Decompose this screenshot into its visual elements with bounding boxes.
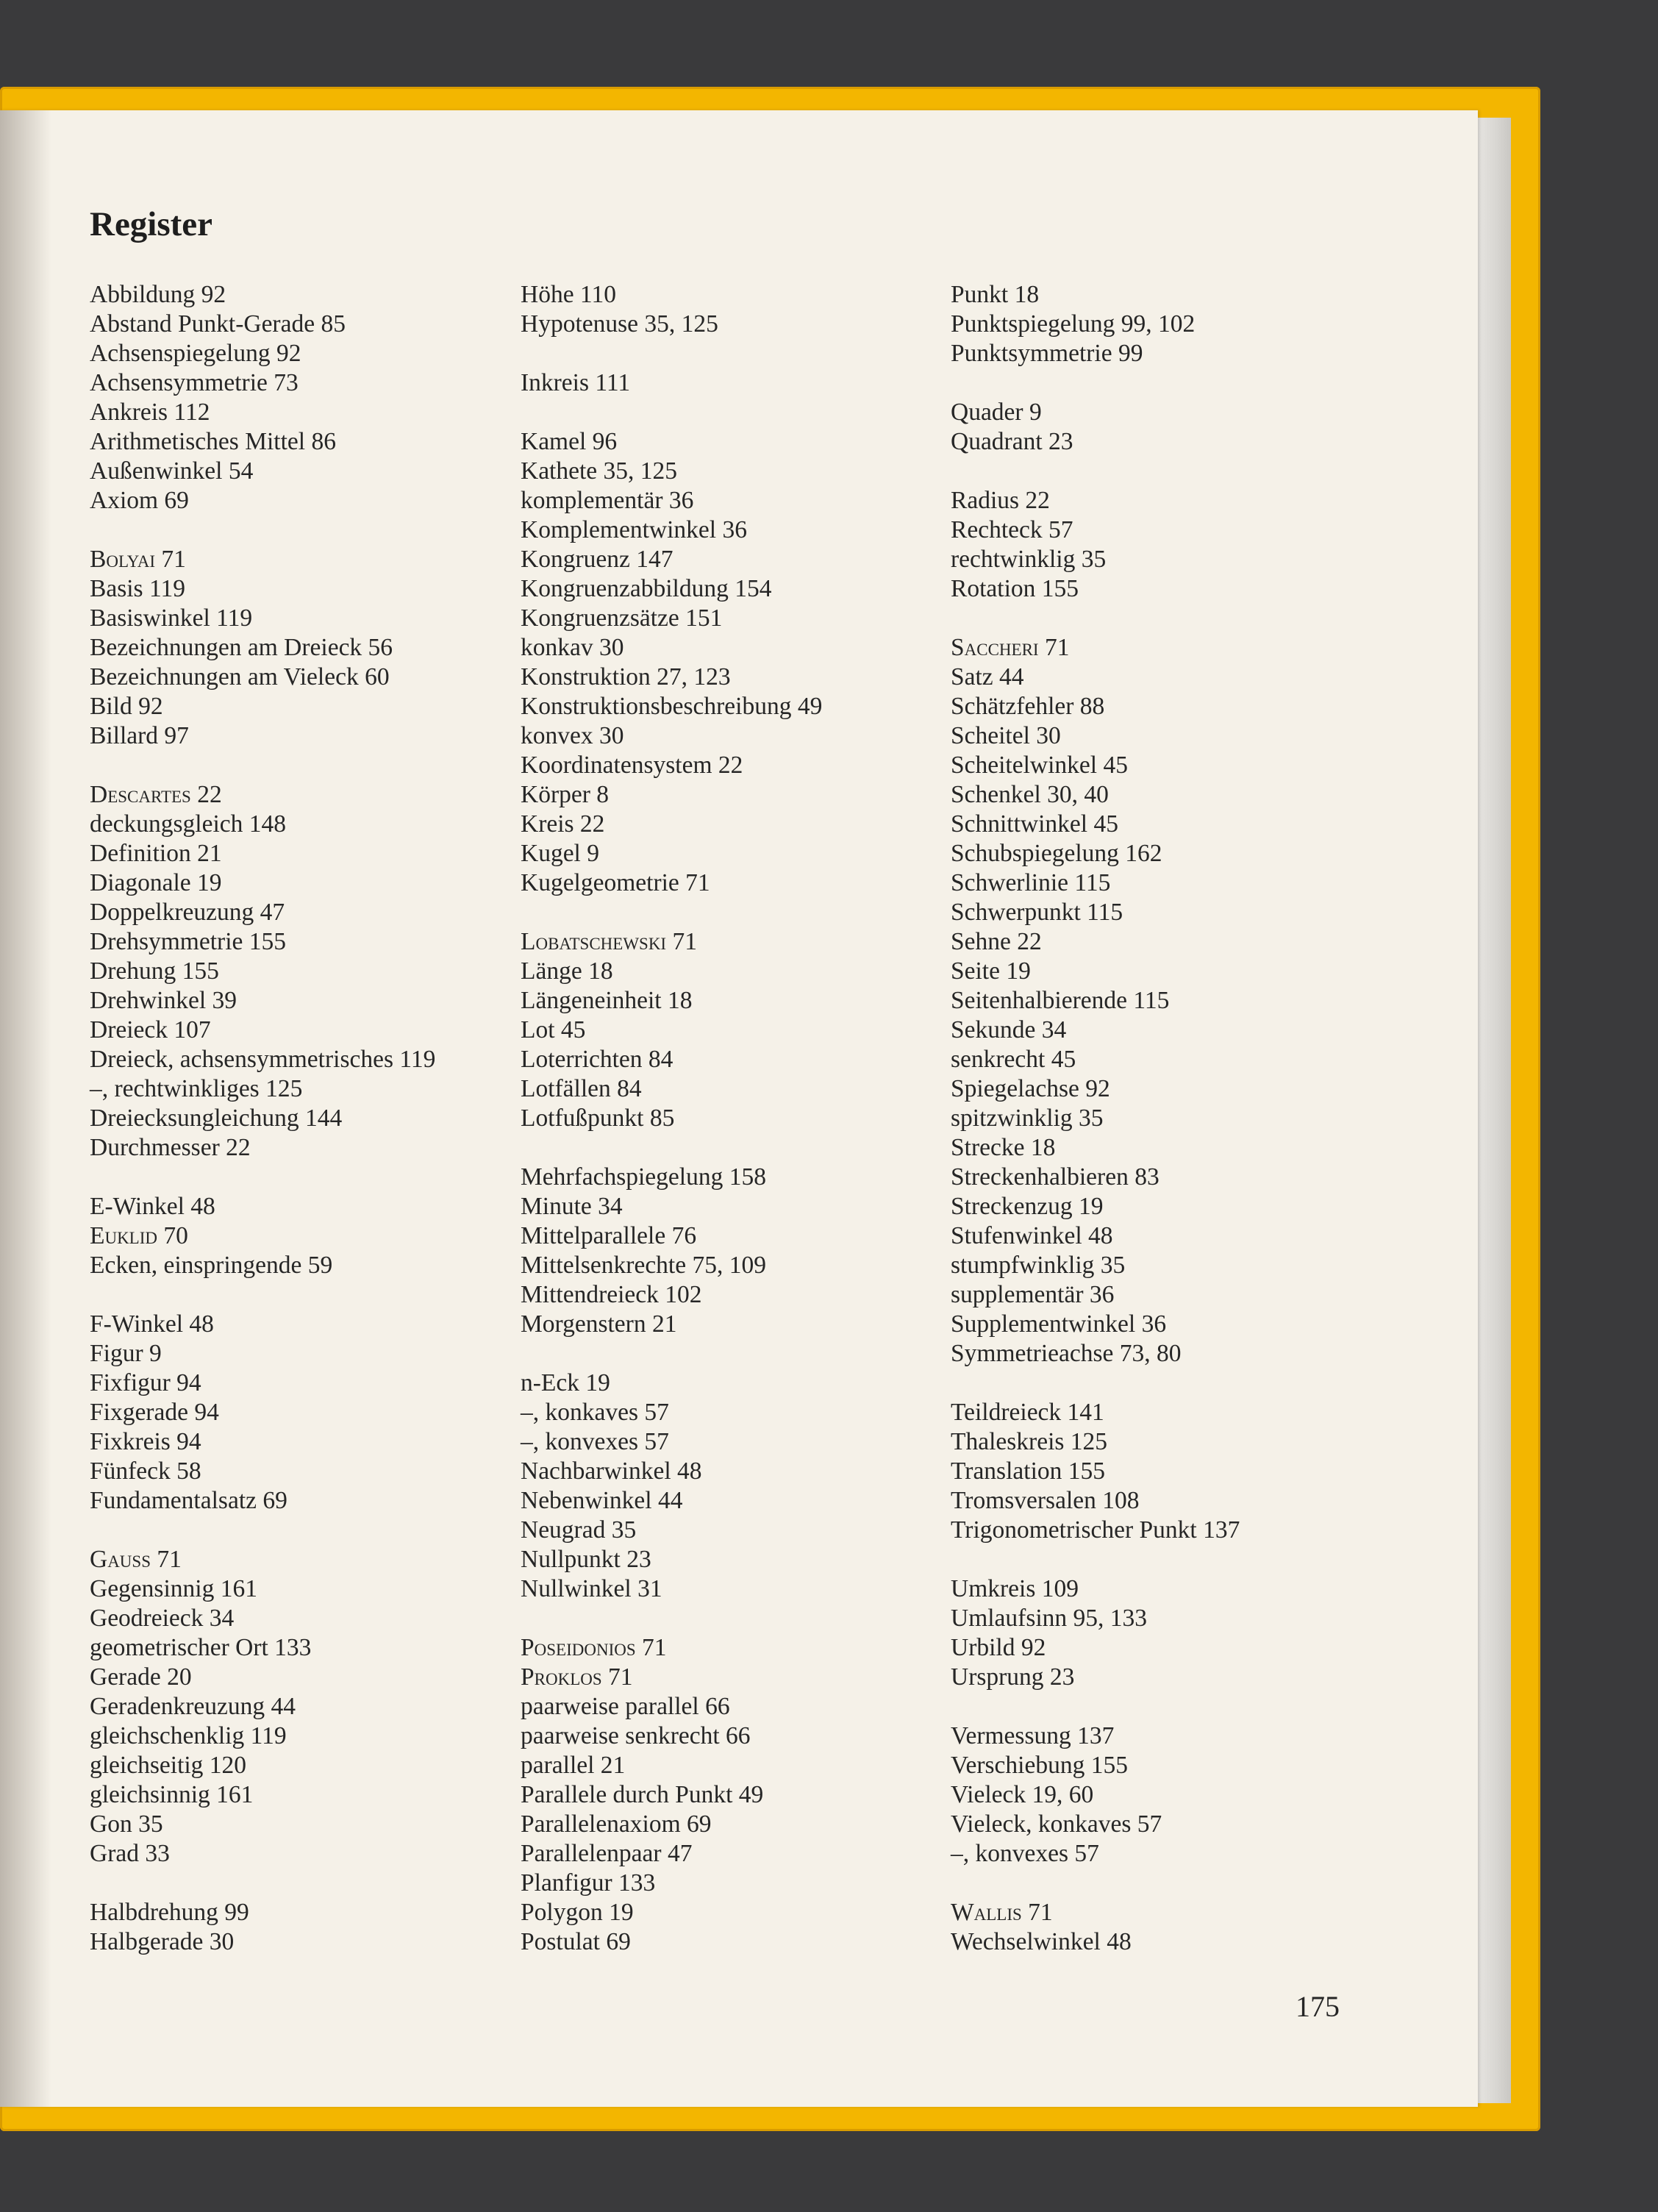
index-entry: Nullwinkel 31 [521, 1575, 662, 1602]
index-group [951, 633, 1362, 1369]
index-entry: Figur 9 [90, 1340, 162, 1367]
index-column-1 [90, 280, 501, 1986]
index-entry: Mittendreieck 102 [521, 1281, 702, 1308]
index-entry: Basiswinkel 119 [90, 604, 253, 632]
index-entry: komplementär 36 [521, 487, 694, 514]
index-entry: Punkt 18 [951, 281, 1040, 308]
index-group [90, 1545, 501, 1869]
index-entry: Dreiecksungleichung 144 [90, 1105, 343, 1132]
index-group [521, 1163, 932, 1339]
index-entry: Lotfußpunkt 85 [521, 1105, 675, 1132]
index-entry: Arithmetisches Mittel 86 [90, 428, 336, 455]
index-group [951, 1898, 1362, 1957]
index-entry: Billard 97 [90, 722, 189, 749]
index-entry: Drehwinkel 39 [90, 987, 237, 1014]
index-entry: Rechteck 57 [951, 516, 1073, 543]
index-entry: Satz 44 [951, 663, 1024, 691]
page-title: Register [90, 205, 213, 243]
index-entry: Proklos 71 [521, 1663, 633, 1691]
index-group [90, 1192, 501, 1280]
index-entry: –, rechtwinkliges 125 [90, 1075, 303, 1102]
index-entry: paarweise senkrecht 66 [521, 1722, 751, 1749]
index-entry: Sekunde 34 [951, 1016, 1067, 1043]
index-entry: paarweise parallel 66 [521, 1693, 730, 1720]
index-entry: Vieleck, konkaves 57 [951, 1810, 1162, 1838]
index-group [521, 927, 932, 1133]
index-entry: Nullpunkt 23 [521, 1546, 651, 1573]
index-entry: Minute 34 [521, 1193, 623, 1220]
index-entry: Seitenhalbierende 115 [951, 987, 1170, 1014]
index-entry: Parallelenpaar 47 [521, 1840, 693, 1867]
index-entry: Fixkreis 94 [90, 1428, 201, 1455]
index-entry: Kongruenzabbildung 154 [521, 575, 772, 602]
index-entry: Scheitel 30 [951, 722, 1061, 749]
index-entry: Gerade 20 [90, 1663, 192, 1691]
index-entry: Geradenkreuzung 44 [90, 1693, 296, 1720]
index-group [951, 1574, 1362, 1692]
index-column-3 [951, 280, 1362, 1986]
index-entry: spitzwinklig 35 [951, 1105, 1104, 1132]
index-entry: Kugel 9 [521, 840, 599, 867]
index-entry: Parallele durch Punkt 49 [521, 1781, 764, 1808]
index-entry: Postulat 69 [521, 1928, 631, 1955]
spine-shadow [0, 110, 51, 2107]
index-entry: geometrischer Ort 133 [90, 1634, 312, 1661]
index-entry: Streckenhalbieren 83 [951, 1163, 1159, 1191]
index-entry: Mittelparallele 76 [521, 1222, 697, 1249]
index-entry: Spiegelachse 92 [951, 1075, 1110, 1102]
index-entry: –, konvexes 57 [521, 1428, 669, 1455]
index-entry: Doppelkreuzung 47 [90, 899, 285, 926]
index-entry: Strecke 18 [951, 1134, 1056, 1161]
index-entry: Lobatschewski 71 [521, 928, 697, 955]
index-entry: Quader 9 [951, 399, 1042, 426]
index-entry: Vieleck 19, 60 [951, 1781, 1094, 1808]
index-group [521, 280, 932, 339]
index-entry: Gauss 71 [90, 1546, 182, 1573]
index-entry: Halbgerade 30 [90, 1928, 235, 1955]
index-entry: Thaleskreis 125 [951, 1428, 1108, 1455]
index-entry: Saccheri 71 [951, 634, 1070, 661]
index-entry: Konstruktion 27, 123 [521, 663, 731, 691]
index-entry: senkrecht 45 [951, 1046, 1076, 1073]
index-entry: Polygon 19 [521, 1899, 634, 1926]
index-entry: Loterrichten 84 [521, 1046, 673, 1073]
index-entry: Umkreis 109 [951, 1575, 1079, 1602]
index-entry: Dreieck, achsensymmetrisches 119 [90, 1046, 436, 1073]
index-group [951, 1398, 1362, 1545]
index-entry: Definition 21 [90, 840, 222, 867]
index-entry: Nachbarwinkel 48 [521, 1458, 702, 1485]
index-entry: Basis 119 [90, 575, 185, 602]
index-group [521, 427, 932, 898]
index-entry: Vermessung 137 [951, 1722, 1115, 1749]
index-entry: Umlaufsinn 95, 133 [951, 1605, 1148, 1632]
index-entry: Kongruenzsätze 151 [521, 604, 723, 632]
index-entry: Tromsversalen 108 [951, 1487, 1140, 1514]
index-entry: Verschiebung 155 [951, 1752, 1128, 1779]
index-entry: gleichsinnig 161 [90, 1781, 254, 1808]
index-entry: Symmetrieachse 73, 80 [951, 1340, 1182, 1367]
index-entry: Halbdrehung 99 [90, 1899, 249, 1926]
index-entry: Ecken, einspringende 59 [90, 1252, 333, 1279]
index-group [90, 1898, 501, 1957]
index-entry: Sehne 22 [951, 928, 1042, 955]
index-group [90, 280, 501, 515]
index-group [521, 1369, 932, 1604]
index-entry: Fünfeck 58 [90, 1458, 201, 1485]
index-group [951, 280, 1362, 368]
index-group [951, 398, 1362, 457]
index-entry: Fixfigur 94 [90, 1369, 201, 1396]
index-entry: Streckenzug 19 [951, 1193, 1104, 1220]
index-entry: Durchmesser 22 [90, 1134, 251, 1161]
index-entry: Geodreieck 34 [90, 1605, 235, 1632]
index-entry: Radius 22 [951, 487, 1050, 514]
index-group [521, 368, 932, 398]
index-entry: Gegensinnig 161 [90, 1575, 257, 1602]
index-entry: Ursprung 23 [951, 1663, 1075, 1691]
index-entry: Schubspiegelung 162 [951, 840, 1162, 867]
index-entry: Supplementwinkel 36 [951, 1310, 1167, 1338]
index-group [90, 545, 501, 751]
index-entry: Wechselwinkel 48 [951, 1928, 1132, 1955]
index-entry: Länge 18 [521, 957, 613, 985]
index-entry: Mittelsenkrechte 75, 109 [521, 1252, 766, 1279]
index-entry: Urbild 92 [951, 1634, 1046, 1661]
index-entry: –, konkaves 57 [521, 1399, 669, 1426]
index-entry: Kongruenz 147 [521, 546, 673, 573]
index-entry: Quadrant 23 [951, 428, 1073, 455]
index-entry: Diagonale 19 [90, 869, 222, 896]
index-group [521, 1633, 932, 1957]
index-entry: Lot 45 [521, 1016, 586, 1043]
index-entry: Schenkel 30, 40 [951, 781, 1109, 808]
index-entry: Teildreieck 141 [951, 1399, 1104, 1426]
index-entry: Bolyai 71 [90, 546, 186, 573]
index-entry: Drehung 155 [90, 957, 219, 985]
index-entry: Längeneinheit 18 [521, 987, 693, 1014]
index-entry: Lotfällen 84 [521, 1075, 642, 1102]
index-entry: –, konvexes 57 [951, 1840, 1099, 1867]
index-entry: n-Eck 19 [521, 1369, 610, 1396]
index-entry: Mehrfachspiegelung 158 [521, 1163, 766, 1191]
index-entry: Planfigur 133 [521, 1869, 656, 1897]
index-group [951, 1722, 1362, 1869]
index-entry: Schwerpunkt 115 [951, 899, 1123, 926]
index-entry: Euklid 70 [90, 1222, 188, 1249]
index-entry: Inkreis 111 [521, 369, 631, 396]
index-entry: Parallelenaxiom 69 [521, 1810, 712, 1838]
index-entry: Abbildung 92 [90, 281, 226, 308]
index-entry: Axiom 69 [90, 487, 189, 514]
index-group [951, 486, 1362, 604]
index-entry: Stufenwinkel 48 [951, 1222, 1113, 1249]
index-group [90, 780, 501, 1163]
index-entry: Schwerlinie 115 [951, 869, 1111, 896]
index-entry: Punktspiegelung 99, 102 [951, 310, 1196, 338]
index-entry: Wallis 71 [951, 1899, 1053, 1926]
index-entry: parallel 21 [521, 1752, 626, 1779]
index-entry: Abstand Punkt-Gerade 85 [90, 310, 346, 338]
index-entry: Fundamentalsatz 69 [90, 1487, 287, 1514]
index-entry: konvex 30 [521, 722, 624, 749]
index-entry: rechtwinklig 35 [951, 546, 1107, 573]
index-entry: Schätzfehler 88 [951, 693, 1105, 720]
index-entry: Ankreis 112 [90, 399, 210, 426]
index-entry: Translation 155 [951, 1458, 1106, 1485]
index-entry: Poseidonios 71 [521, 1634, 667, 1661]
index-entry: Dreieck 107 [90, 1016, 211, 1043]
index-entry: Bezeichnungen am Dreieck 56 [90, 634, 393, 661]
index-entry: Trigonometrischer Punkt 137 [951, 1516, 1240, 1544]
index-entry: Morgenstern 21 [521, 1310, 677, 1338]
index-entry: Gon 35 [90, 1810, 163, 1838]
index-entry: Drehsymmetrie 155 [90, 928, 287, 955]
index-entry: Scheitelwinkel 45 [951, 752, 1128, 779]
index-entry: Komplementwinkel 36 [521, 516, 747, 543]
index-entry: supplementär 36 [951, 1281, 1115, 1308]
index-entry: Koordinatensystem 22 [521, 752, 743, 779]
index-column-2 [521, 280, 932, 1986]
index-entry: Kreis 22 [521, 810, 605, 838]
index-group [90, 1310, 501, 1516]
index-entry: Achsensymmetrie 73 [90, 369, 299, 396]
index-entry: Körper 8 [521, 781, 609, 808]
index-entry: Descartes 22 [90, 781, 222, 808]
index-entry: Kathete 35, 125 [521, 457, 678, 485]
index-entry: E-Winkel 48 [90, 1193, 215, 1220]
page-number: 175 [1296, 1990, 1340, 2023]
page-stack-edge [1474, 118, 1511, 2103]
index-entry: Seite 19 [951, 957, 1031, 985]
index-entry: Achsenspiegelung 92 [90, 340, 301, 367]
index-entry: Kugelgeometrie 71 [521, 869, 710, 896]
index-entry: Konstruktionsbeschreibung 49 [521, 693, 823, 720]
index-entry: stumpfwinklig 35 [951, 1252, 1126, 1279]
index-entry: Nebenwinkel 44 [521, 1487, 683, 1514]
index-entry: Fixgerade 94 [90, 1399, 219, 1426]
index-entry: Kamel 96 [521, 428, 618, 455]
index-entry: Schnittwinkel 45 [951, 810, 1118, 838]
index-entry: Bild 92 [90, 693, 163, 720]
index-entry: Neugrad 35 [521, 1516, 637, 1544]
index-entry: gleichschenklig 119 [90, 1722, 287, 1749]
index-entry: Grad 33 [90, 1840, 170, 1867]
index-entry: gleichseitig 120 [90, 1752, 247, 1779]
index-entry: Höhe 110 [521, 281, 616, 308]
index-entry: Hypotenuse 35, 125 [521, 310, 718, 338]
index-entry: konkav 30 [521, 634, 624, 661]
index-entry: Punktsymmetrie 99 [951, 340, 1143, 367]
index-entry: deckungsgleich 148 [90, 810, 287, 838]
index-entry: Rotation 155 [951, 575, 1079, 602]
index-entry: Außenwinkel 54 [90, 457, 254, 485]
index-entry: Bezeichnungen am Vieleck 60 [90, 663, 390, 691]
index-entry: F-Winkel 48 [90, 1310, 214, 1338]
